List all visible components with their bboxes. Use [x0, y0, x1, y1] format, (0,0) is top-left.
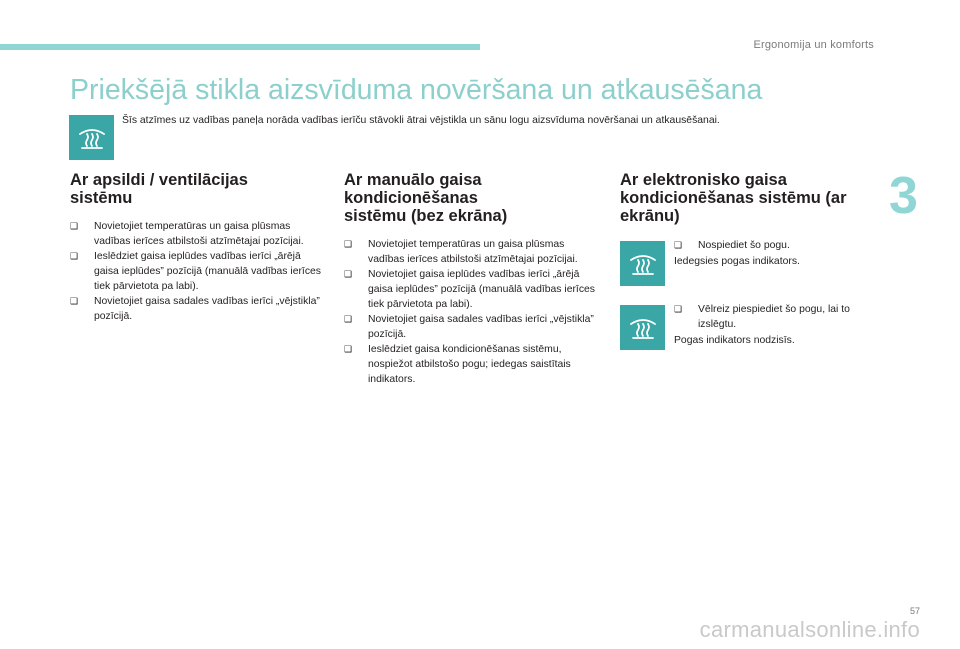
step-result: Iedegsies pogas indikators.	[674, 256, 800, 267]
step-action: ❑ Vēlreiz piespiediet šo pogu, lai to izslēgtu.	[674, 302, 869, 332]
column-heating-ventilation	[70, 171, 325, 324]
chapter-number: 3	[889, 167, 918, 225]
list-item: ❑ Novietojiet temperatūras un gaisa plūsmas vadības ierīces atbilstoši atzīmētajai pozīcijai.	[70, 219, 322, 249]
list-item: ❑ Novietojiet gaisa sadales vadības ierīci „vējstikla” pozīcijā.	[344, 312, 596, 342]
defrost-button-icon	[620, 305, 665, 350]
list-item: ❑ Ieslēdziet gaisa kondicionēšanas sistēmu, nospiežot atbilstošo pogu; iedegas saistītais indikators.	[344, 342, 596, 387]
windscreen-defrost-icon	[69, 115, 114, 160]
instruction-list	[344, 237, 596, 387]
column-heading: Ar apsildi / ventilācijas sistēmu	[70, 171, 248, 207]
step-switch-off	[674, 302, 869, 332]
section-title: Ergonomija un komforts	[753, 39, 874, 51]
page-number: 57	[909, 606, 920, 616]
step-result: Pogas indikators nodzisīs.	[674, 335, 795, 346]
step-switch-on	[674, 238, 874, 253]
column-electronic-ac	[620, 171, 875, 237]
column-manual-ac	[344, 171, 599, 387]
instruction-list	[70, 219, 322, 324]
watermark: carmanualsonline.info	[699, 617, 920, 642]
column-heading: Ar manuālo gaisa kondicionēšanas sistēmu (bez ekrāna)	[344, 171, 508, 225]
list-item: ❑ Ieslēdziet gaisa ieplūdes vadības ierīci „ārējā gaisa ieplūdes” pozīcijā (manuālā vadības ierīces tiek pārvietota pa labi).	[70, 249, 322, 294]
intro-text: Šīs atzīmes uz vadības paneļa norāda vadības ierīču stāvokli ātrai vējstikla un sānu logu aizsvīduma novēršanai un atkausēšanai.	[122, 115, 720, 126]
column-heading: Ar elektronisko gaisa kondicionēšanas sistēmu (ar ekrānu)	[620, 171, 847, 225]
list-item: ❑ Novietojiet gaisa sadales vadības ierīci „vējstikla” pozīcijā.	[70, 294, 322, 324]
step-action: ❑ Nospiediet šo pogu.	[674, 238, 874, 253]
defrost-button-icon	[620, 241, 665, 286]
list-item: ❑ Novietojiet gaisa ieplūdes vadības ierīci „ārējā gaisa ieplūdes” pozīcijā (manuālā vadības ierīces tiek pārvietota pa labi).	[344, 267, 596, 312]
page-title: Priekšējā stikla aizsvīduma novēršana un atkausēšana	[70, 74, 763, 106]
header-accent-bar	[0, 44, 480, 50]
list-item: ❑ Novietojiet temperatūras un gaisa plūsmas vadības ierīces atbilstoši atzīmētajai pozīcijai.	[344, 237, 596, 267]
